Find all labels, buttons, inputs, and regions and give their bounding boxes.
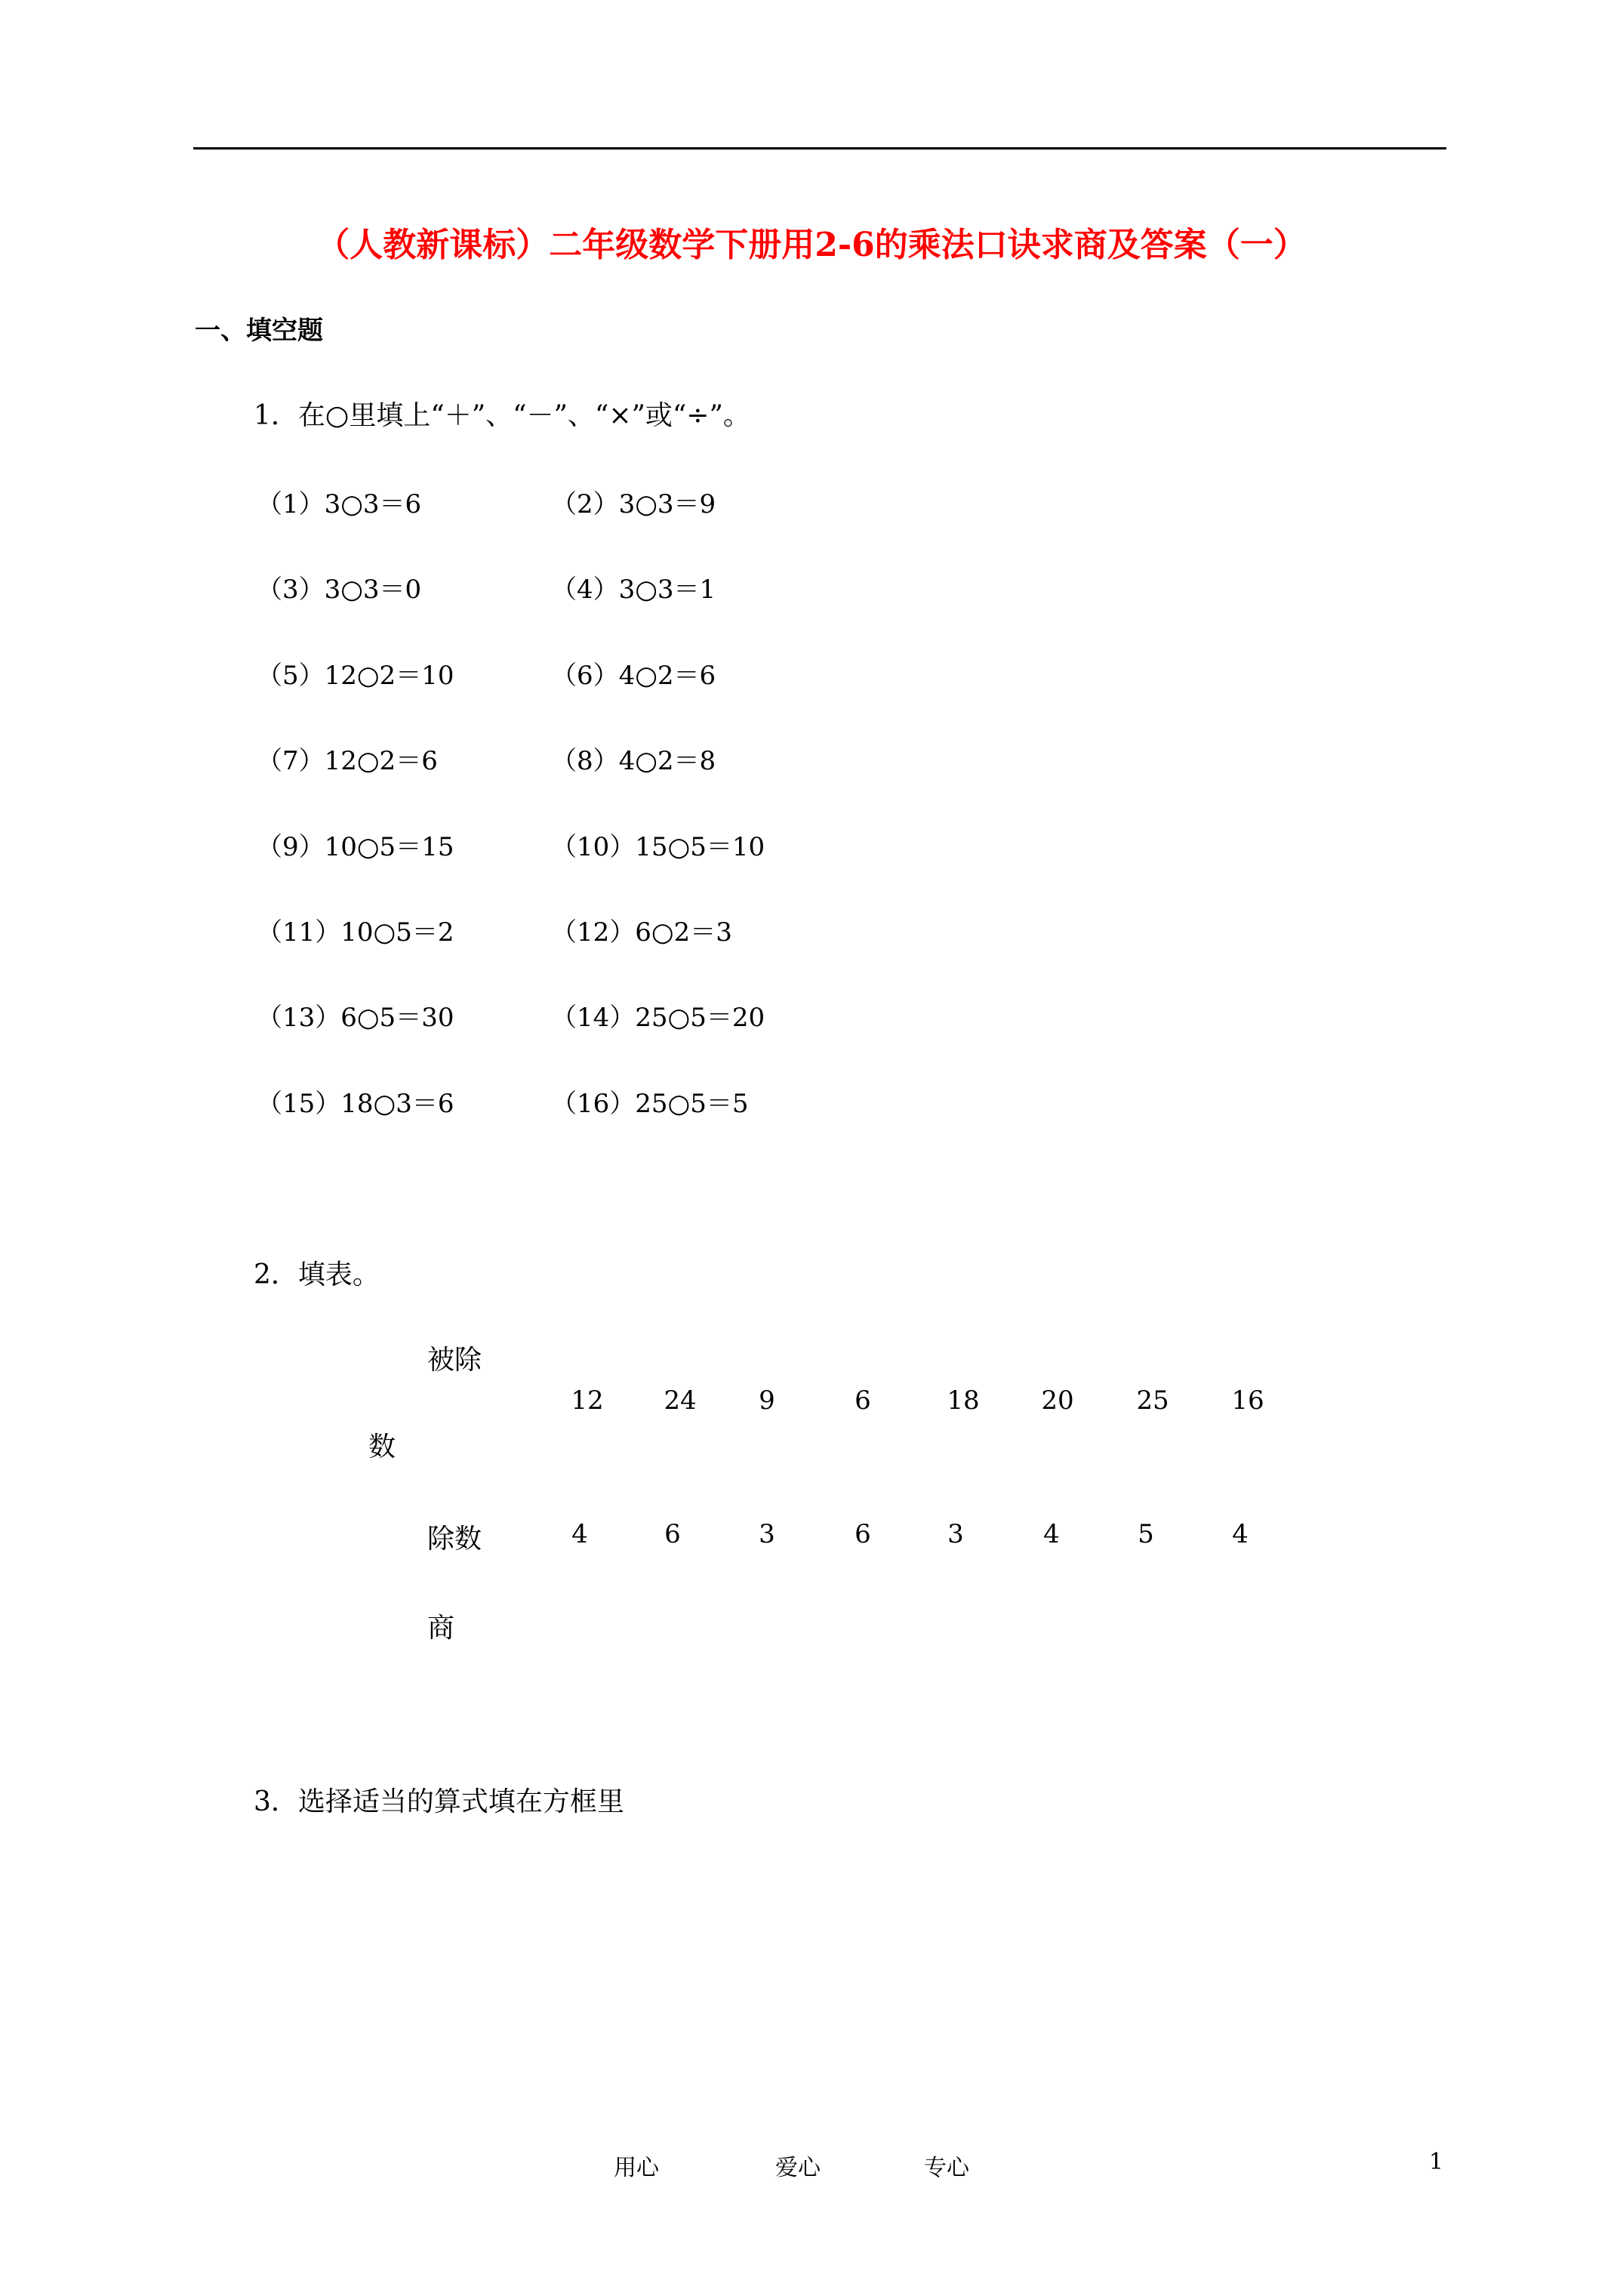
dividend-cell: 24 (664, 1385, 697, 1416)
divisor-cell: 6 (855, 1519, 871, 1549)
document-title: （人教新课标）二年级数学下册用2-6的乘法口诀求商及答案（一） (316, 226, 1307, 264)
footer-left-text: 用心 (614, 2155, 659, 2181)
divisor-cell: 6 (664, 1519, 681, 1549)
equation-item: （4）3○3＝1 (551, 575, 716, 605)
divisor-cell: 4 (1232, 1519, 1249, 1549)
footer-middle-text: 爱心 (775, 2155, 821, 2181)
equation-item: （13）6○5＝30 (257, 1003, 454, 1033)
footer-right-text: 专心 (924, 2155, 969, 2181)
equation-item: （10）15○5＝10 (551, 832, 765, 862)
equation-item: （7）12○2＝6 (257, 746, 438, 776)
question-1-prompt: 1．在○里填上“＋”、“－”、“×”或“÷”。 (254, 400, 750, 431)
divisor-cell: 5 (1138, 1519, 1154, 1549)
question-3-prompt: 3．选择适当的算式填在方框里 (254, 1786, 624, 1817)
equation-item: （3）3○3＝0 (257, 575, 422, 605)
question-2-prompt: 2．填表。 (254, 1259, 380, 1290)
dividend-cell: 6 (855, 1385, 871, 1416)
dividend-label: 被除 (427, 1345, 482, 1376)
equation-item: （6）4○2＝6 (551, 661, 716, 691)
dividend-label-continued: 数 (368, 1432, 396, 1462)
equation-item: （15）18○3＝6 (257, 1089, 454, 1119)
equation-item: （11）10○5＝2 (257, 917, 454, 948)
dividend-cell: 20 (1041, 1385, 1074, 1416)
dividend-cell: 25 (1136, 1385, 1169, 1416)
equation-item: （5）12○2＝10 (257, 661, 454, 691)
divisor-cell: 3 (759, 1519, 775, 1549)
equation-item: （8）4○2＝8 (551, 746, 716, 776)
equation-item: （1）3○3＝6 (257, 489, 422, 519)
dividend-cell: 18 (947, 1385, 980, 1416)
section-heading-fill-in-blanks: 一、填空题 (195, 316, 323, 346)
divisor-cell: 4 (571, 1519, 588, 1549)
divisor-cell: 3 (947, 1519, 964, 1549)
dividend-cell: 9 (759, 1385, 775, 1416)
equation-item: （9）10○5＝15 (257, 832, 454, 862)
equation-item: （14）25○5＝20 (551, 1003, 765, 1033)
header-rule (193, 147, 1446, 149)
dividend-cell: 16 (1231, 1385, 1264, 1416)
equation-item: （12）6○2＝3 (551, 917, 732, 948)
dividend-cell: 12 (571, 1385, 604, 1416)
divisor-label: 除数 (427, 1524, 482, 1555)
quotient-label: 商 (427, 1613, 455, 1644)
equation-item: （16）25○5＝5 (551, 1089, 749, 1119)
equation-item: （2）3○3＝9 (551, 489, 716, 519)
divisor-cell: 4 (1043, 1519, 1060, 1549)
page-number: 1 (1429, 2149, 1444, 2175)
